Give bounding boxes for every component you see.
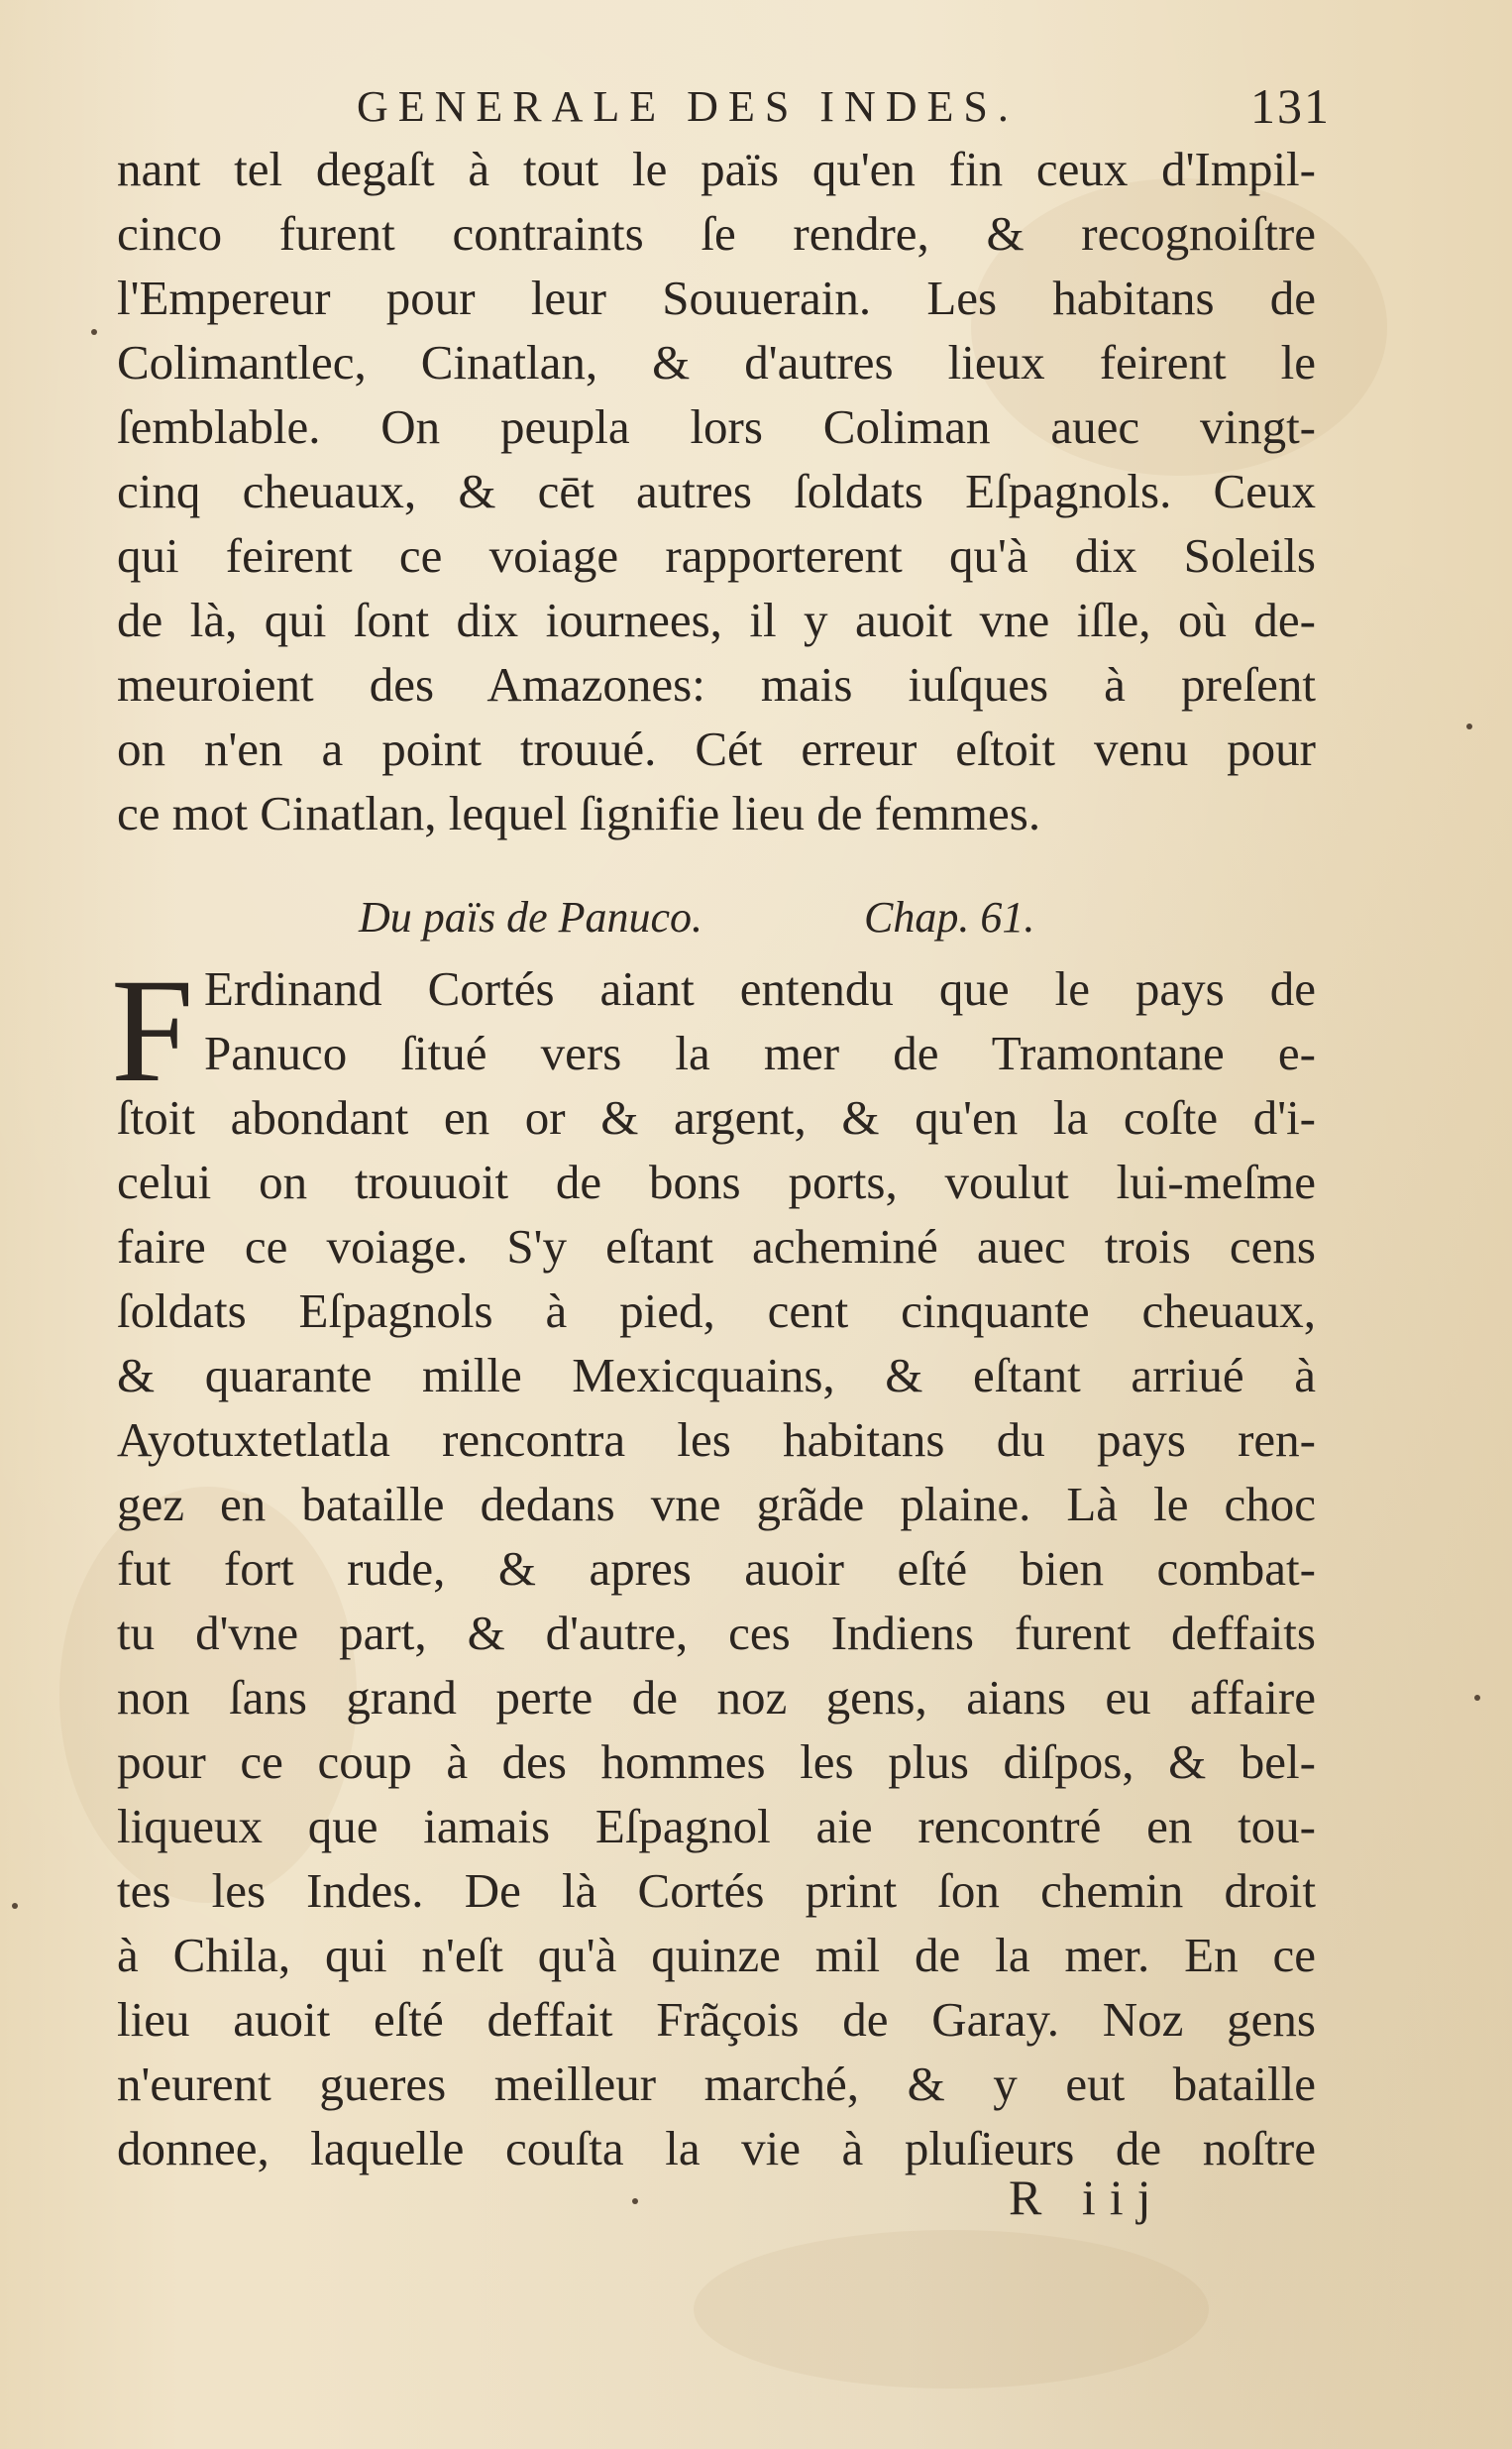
chapter-title: Du païs de Panuco. bbox=[359, 893, 703, 942]
text-line: n'eurent gueres meilleur marché, & y eut bataille bbox=[117, 2057, 1316, 2111]
text-line: donnee, laquelle couſta la vie à pluſieurs de noſtre bbox=[117, 2121, 1316, 2175]
text-line: qui feirent ce voiage rapporterent qu'à dix Soleils bbox=[117, 528, 1316, 583]
page-number: 131 bbox=[1250, 78, 1331, 134]
paragraph-body bbox=[117, 1085, 1316, 2180]
text-line: gez en bataille dedans vne grãde plaine. Là le choc bbox=[117, 1477, 1316, 1531]
text-line: tu d'vne part, & d'autre, ces Indiens furent deffaits bbox=[117, 1606, 1316, 1660]
chapter-heading bbox=[359, 892, 1112, 951]
print-speck bbox=[1466, 724, 1472, 729]
text-line: l'Empereur pour leur Souuerain. Les habitans de bbox=[117, 271, 1316, 325]
text-line: Erdinand Cortés aiant entendu que le pays de bbox=[204, 961, 1316, 1016]
text-line: ſemblable. On peupla lors Coliman auec vingt- bbox=[117, 399, 1316, 454]
text-line: liqueux que iamais Eſpagnol aie rencontré en tou- bbox=[117, 1799, 1316, 1853]
text-line: ce mot Cinatlan, lequel ſignifie lieu de femmes. bbox=[117, 786, 1041, 840]
paragraph-continued bbox=[117, 137, 1316, 845]
signature-mark: R iij bbox=[1009, 2170, 1165, 2225]
text-line: on n'en a point trouué. Cét erreur eſtoit venu pour bbox=[117, 722, 1316, 776]
text-line: tes les Indes. De là Cortés print ſon chemin droit bbox=[117, 1863, 1316, 1918]
text-line: cinco furent contraints ſe rendre, & recognoiſtre bbox=[117, 206, 1316, 261]
print-speck bbox=[91, 329, 97, 335]
chapter-number: Chap. 61. bbox=[864, 893, 1035, 942]
text-line: fut fort rude, & apres auoir eſté bien combat- bbox=[117, 1541, 1316, 1596]
text-line: à Chila, qui n'eſt qu'à quinze mil de la mer. En ce bbox=[117, 1928, 1316, 1982]
text-line: non ſans grand perte de noz gens, aians eu affaire bbox=[117, 1670, 1316, 1725]
text-line: faire ce voiage. S'y eſtant acheminé auec trois cens bbox=[117, 1219, 1316, 1274]
text-line: ſoldats Eſpagnols à pied, cent cinquante cheuaux, bbox=[117, 1283, 1316, 1338]
text-line: Panuco ſitué vers la mer de Tramontane e- bbox=[204, 1026, 1316, 1080]
text-line: & quarante mille Mexicquains, & eſtant arriué à bbox=[117, 1348, 1316, 1402]
text-line: Colimantlec, Cinatlan, & d'autres lieux feirent le bbox=[117, 335, 1316, 390]
text-line: cinq cheuaux, & cēt autres ſoldats Eſpagnols. Ceux bbox=[117, 464, 1316, 518]
paragraph-opening-lines bbox=[117, 956, 1316, 1085]
text-line: meuroient des Amazones: mais iuſques à preſent bbox=[117, 657, 1316, 712]
print-speck bbox=[12, 1903, 18, 1909]
text-line: nant tel degaſt à tout le païs qu'en fin ceux d'Impil- bbox=[117, 142, 1316, 196]
print-speck bbox=[1474, 1695, 1480, 1701]
drop-cap: F bbox=[111, 948, 194, 1113]
paper-stain bbox=[694, 2230, 1209, 2389]
running-head: GENERALE DES INDES. bbox=[357, 82, 1019, 131]
text-line: Ayotuxtetlatla rencontra les habitans du pays ren- bbox=[117, 1412, 1316, 1467]
text-line: ſtoit abondant en or & argent, & qu'en la coſte d'i- bbox=[117, 1090, 1316, 1145]
text-line: pour ce coup à des hommes les plus diſpos, & bel- bbox=[117, 1734, 1316, 1789]
text-line: de là, qui ſont dix iournees, il y auoit vne iſle, où de- bbox=[117, 593, 1316, 647]
print-speck bbox=[632, 2198, 638, 2204]
text-line: lieu auoit eſté deffait Frãçois de Garay. Noz gens bbox=[117, 1992, 1316, 2047]
text-line: celui on trouuoit de bons ports, voulut lui-meſme bbox=[117, 1155, 1316, 1209]
